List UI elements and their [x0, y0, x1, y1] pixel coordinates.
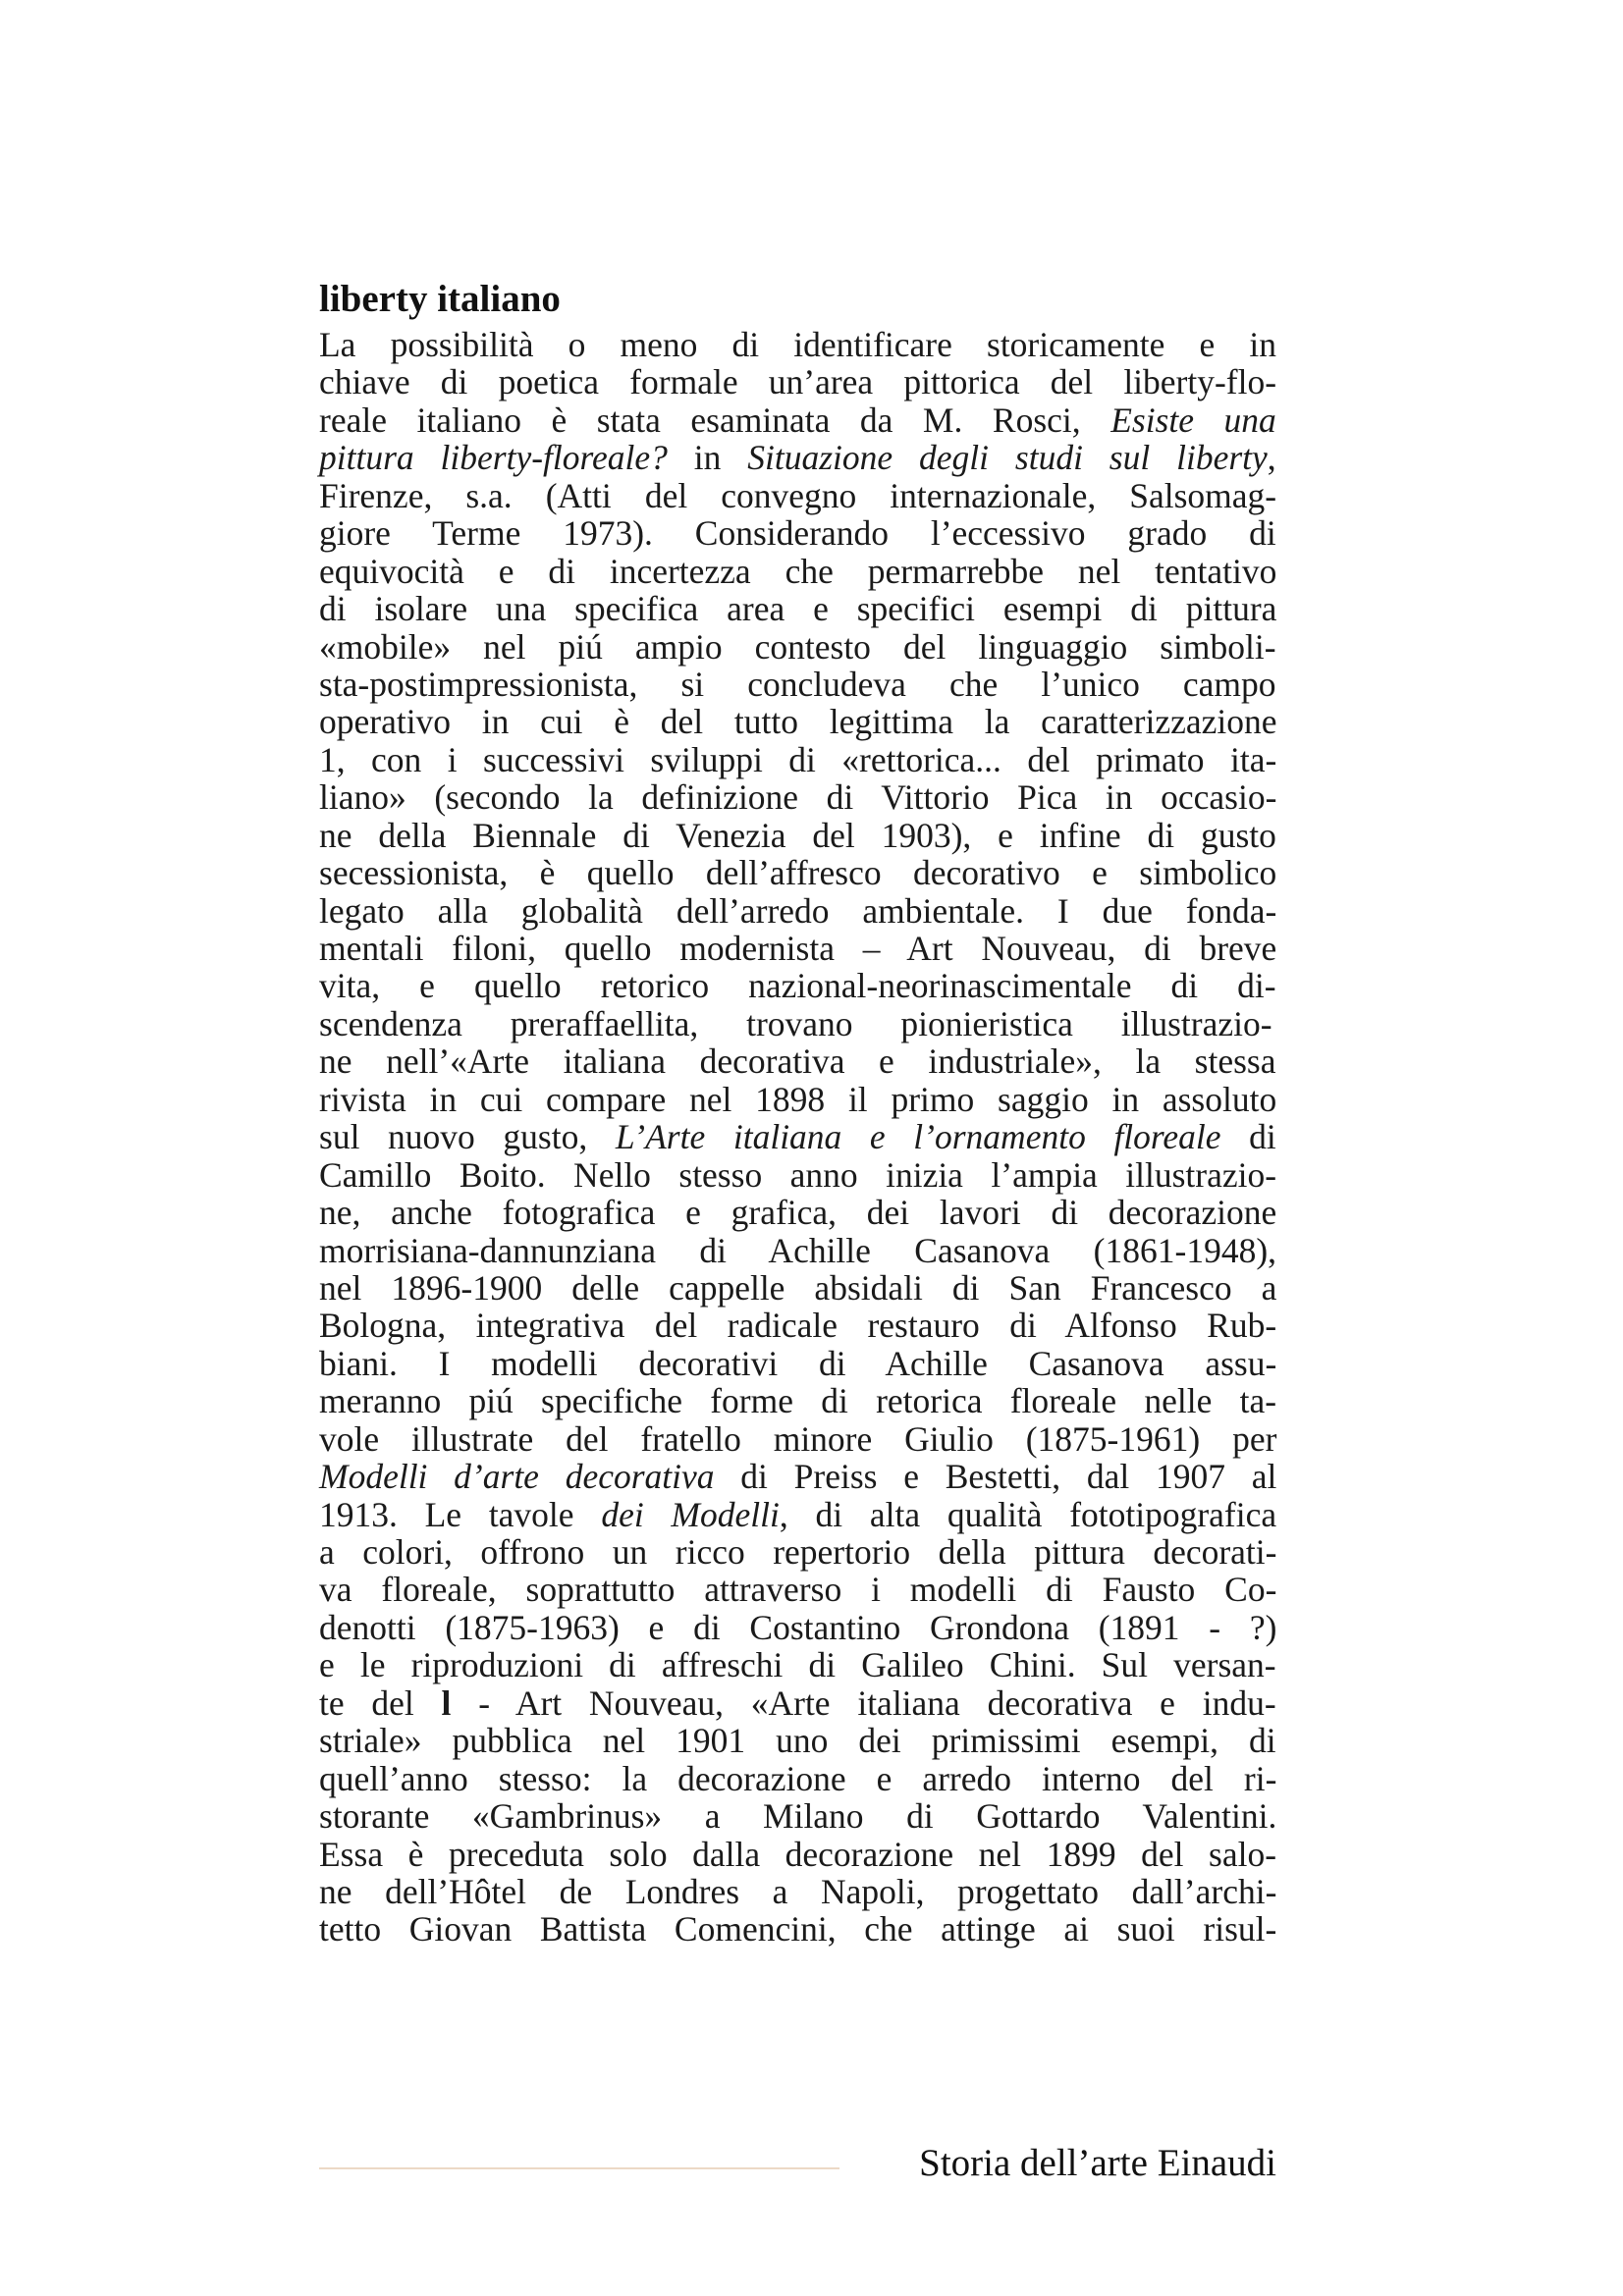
italic-title-text: Esiste una [1110, 400, 1276, 440]
body-line [319, 514, 1276, 552]
body-text-segment: striale» pubblica nel 1901 uno dei primissimi esempi, di [319, 1721, 1276, 1761]
body-text-segment: sul nuovo gusto, [319, 1117, 616, 1157]
body-text-segment: liano» (secondo la definizione di Vittorio Pica in occasio- [319, 777, 1277, 818]
body-text-segment: a colori, offrono un ricco repertorio della pittura decorati- [319, 1532, 1277, 1572]
italic-title-text: pittura liberty-floreale? [319, 438, 668, 478]
body-text-segment: Essa è preceduta solo dalla decorazione nel 1899 del salo- [319, 1834, 1277, 1874]
body-line [319, 363, 1276, 400]
body-text-segment: 1, con i successivi sviluppi di «rettorica... del primato ita- [319, 739, 1277, 779]
body-text-segment: di isolare una specifica area e specifici esempi di pittura [319, 589, 1277, 629]
body-line [319, 1232, 1276, 1269]
body-text-segment: quell’anno stesso: la decorazione e arredo interno del ri- [319, 1758, 1277, 1798]
body-text-segment: morrisiana-dannunziana di Achille Casanova (1861-1948), [319, 1230, 1277, 1270]
body-text-segment: - Art Nouveau, «Arte italiana decorativa e indu- [451, 1682, 1276, 1723]
body-text-segment: 1913. Le tavole [319, 1494, 602, 1534]
body-line [319, 1533, 1276, 1571]
body-line [319, 1646, 1276, 1683]
body-line [319, 1081, 1276, 1118]
body-line [319, 854, 1276, 891]
body-text-segment: , di alta qualità fototipografica [779, 1494, 1277, 1534]
body-text-segment: ne, anche fotografica e grafica, dei lavori di decorazione [319, 1193, 1277, 1233]
body-line [319, 326, 1276, 363]
body-line [319, 1797, 1276, 1835]
body-line [319, 1760, 1276, 1797]
body-text-segment: sta-postimpressionista, si concludeva che l’unico campo [319, 664, 1276, 704]
body-text-segment: te del [319, 1682, 442, 1723]
body-line [319, 741, 1276, 778]
body-line [319, 1194, 1276, 1231]
body-text-segment: meranno piú specifiche forme di retorica floreale nelle ta- [319, 1381, 1277, 1421]
body-text-segment: operativo in cui è del tutto legittima la caratterizzazione [319, 702, 1277, 742]
body-text-segment: rivista in cui compare nel 1898 il primo saggio in assoluto [319, 1079, 1277, 1119]
body-line [319, 1118, 1276, 1155]
body-text-segment: denotti (1875-1963) e di Costantino Grondona (1891 - ?) [319, 1607, 1277, 1647]
body-line [319, 778, 1276, 816]
italic-title-text: L’Arte italiana e l’ornamento floreale [615, 1117, 1221, 1157]
body-line [319, 1420, 1276, 1458]
italic-title-text: Modelli d’arte decorativa [319, 1457, 715, 1497]
body-text-segment: tetto Giovan Battista Comencini, che attinge ai suoi risul- [319, 1909, 1277, 1949]
entry-body [319, 326, 1276, 1949]
italic-title-text: dei Modelli [601, 1494, 780, 1534]
body-line [319, 477, 1276, 514]
body-text-segment: e le riproduzioni di affreschi di Galileo Chini. Sul versan- [319, 1645, 1276, 1685]
body-text-segment: va floreale, soprattutto attraverso i modelli di Fausto Co- [319, 1570, 1277, 1610]
body-text-segment: equivocità e di incertezza che permarrebbe nel tentativo [319, 551, 1277, 591]
body-text-segment: ne dell’Hôtel de Londres a Napoli, progettato dall’archi- [319, 1871, 1277, 1911]
footer-publication-title: Storia dell’arte Einaudi [919, 2142, 1276, 2184]
body-line [319, 666, 1276, 703]
body-text-segment: ne nell’«Arte italiana decorativa e industriale», la stessa [319, 1041, 1276, 1082]
body-text-segment: «mobile» nel piú ampio contesto del linguaggio simboli- [319, 626, 1276, 667]
body-line [319, 1005, 1276, 1042]
body-line [319, 1382, 1276, 1419]
page-footer [319, 2140, 1276, 2189]
body-text-segment: biani. I modelli decorativi di Achille Casanova assu- [319, 1343, 1277, 1383]
body-line [319, 1873, 1276, 1910]
body-line [319, 817, 1276, 854]
body-line [319, 1156, 1276, 1194]
body-line [319, 1910, 1276, 1948]
body-text-segment: vita, e quello retorico nazional-neorinascimentale di di- [319, 966, 1276, 1006]
body-text-segment: Camillo Boito. Nello stesso anno inizia l’ampia illustrazio- [319, 1154, 1277, 1195]
body-line [319, 553, 1276, 590]
body-text-segment: secessionista, è quello dell’affresco decorativo e simbolico [319, 853, 1277, 893]
body-text-segment: di Preiss e Bestetti, dal 1907 al [714, 1457, 1277, 1497]
body-text-segment: nel 1896-1900 delle cappelle absidali di San Francesco a [319, 1267, 1277, 1308]
body-text-segment: Bologna, integrativa del radicale restauro di Alfonso Rub- [319, 1306, 1277, 1346]
body-line [319, 930, 1276, 967]
body-line [319, 703, 1276, 740]
body-line [319, 590, 1276, 627]
footer-rule [319, 2167, 839, 2169]
body-line [319, 1496, 1276, 1533]
body-text-segment: di [1220, 1117, 1276, 1157]
body-line [319, 1458, 1276, 1495]
body-text-segment: storante «Gambrinus» a Milano di Gottardo Valentini. [319, 1796, 1277, 1837]
body-text-segment: chiave di poetica formale un’area pittorica del liberty-flo- [319, 362, 1277, 402]
body-line [319, 1345, 1276, 1382]
entry-heading: liberty italiano [319, 278, 561, 320]
body-text-segment: giore Terme 1973). Considerando l’eccessivo grado di [319, 513, 1276, 554]
body-line [319, 1609, 1276, 1646]
bold-term-text: l [441, 1682, 452, 1723]
body-line [319, 401, 1276, 439]
body-text-segment: Firenze, s.a. (Atti del convegno internazionale, Salsomag- [319, 475, 1277, 515]
body-line [319, 628, 1276, 666]
body-text-segment: scendenza preraffaellita, trovano pionieristica illustrazio- [319, 1003, 1272, 1043]
body-text-segment: reale italiano è stata esaminata da M. Rosci, [319, 400, 1111, 440]
body-text-segment: legato alla globalità dell’arredo ambientale. I due fonda- [319, 890, 1277, 931]
body-line [319, 1571, 1276, 1608]
body-text-segment: La possibilità o meno di identificare storicamente e in [319, 325, 1276, 364]
body-line [319, 1684, 1276, 1722]
body-line [319, 967, 1276, 1004]
italic-title-text: Situazione degli studi sul liberty [747, 438, 1268, 478]
body-line [319, 439, 1276, 476]
body-line [319, 1269, 1276, 1307]
body-line [319, 1836, 1276, 1873]
body-text-segment: vole illustrate del fratello minore Giulio (1875-1961) per [319, 1418, 1277, 1459]
body-text-segment: , [1267, 438, 1276, 478]
body-line [319, 1042, 1276, 1080]
body-text-segment: mentali filoni, quello modernista – Art Nouveau, di breve [319, 929, 1277, 968]
body-line [319, 892, 1276, 930]
body-line [319, 1722, 1276, 1759]
body-text-segment: in [667, 438, 748, 478]
body-line [319, 1307, 1276, 1344]
body-text-segment: ne della Biennale di Venezia del 1903), e infine di gusto [319, 815, 1276, 855]
